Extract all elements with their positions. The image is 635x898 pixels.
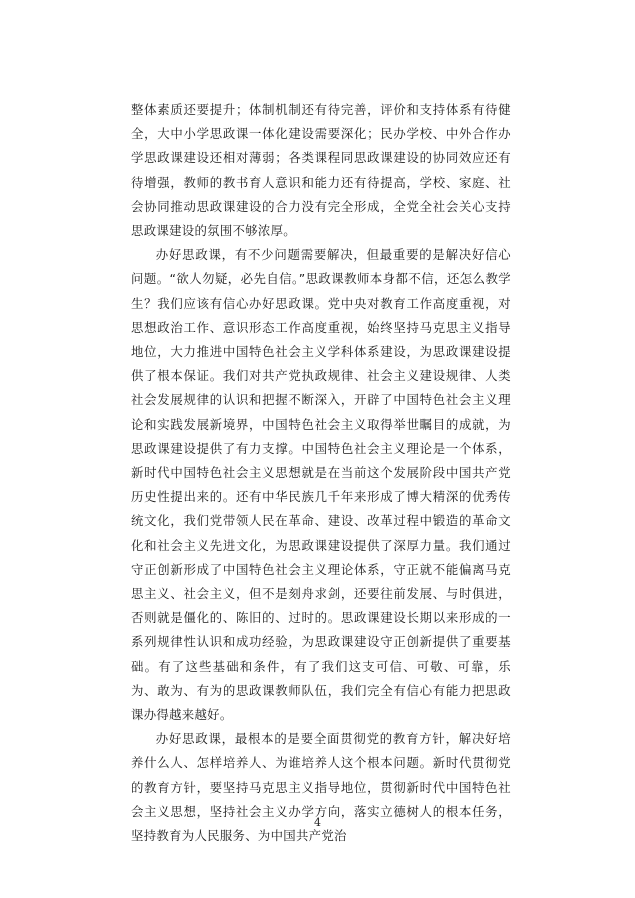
paragraph-3: 办好思政课，最根本的是要全面贯彻党的教育方针，解决好培养什么人、怎样培养人、为谁培养人这个根本问题。新时代贯彻党的教育方针，要坚持马克思主义指导地位，贯彻新时代中国特色社会主义思想，坚持社会主义办学方向，落实立德树人的根本任务，坚持教育为人民服务、为中国共产党治 [131, 731, 511, 844]
paragraph-1: 整体素质还要提升；体制机制还有待完善，评价和支持体系有待健全，大中小学思政课一体化建设需要深化；民办学校、中外合作办学思政课建设还相对薄弱；各类课程同思政课建设的协同效应还有待增强，教师的教书育人意识和能力还有待提高，学校、家庭、社会协同推动思政课建设的合力没有完全形成，全党全社会关心支持思政课建设的氛围不够浓厚。 [131, 102, 511, 239]
page-number: 4 [314, 816, 321, 829]
body-text [131, 98, 511, 848]
paragraph-2: 办好思政课，有不少问题需要解决，但最重要的是解决好信心问题。“欲人勿疑，必先自信。”思政课教师本身都不信，还怎么教学生？我们应该有信心办好思政课。党中央对教育工作高度重视，对思想政治工作、意识形态工作高度重视，始终坚持马克思主义指导地位，大力推进中国特色社会主义学科体系建设，为思政课建设提供了根本保证。我们对共产党执政规律、社会主义建设规律、人类社会发展规律的认识和把握不断深入，开辟了中国特色社会主义理论和实践发展新境界，中国特色社会主义取得举世瞩目的成就，为思政课建设提供了有力支撑。中国特色社会主义理论是一个体系，新时代中国特色社会主义思想就是在当前这个发展阶段中国共产党历史性提出来的。还有中华民族几千年来形成了博大精深的优秀传统文化，我们党带领人民在革命、建设、改革过程中锻造的革命文化和社会主义先进文化，为思政课建设提供了深厚力量。我们通过守正创新形成了中国特色社会主义理论体系，守正就不能偏离马克思主义、社会主义，但不是刻舟求剑，还要往前发展、与时俱进，否则就是僵化的、陈旧的、过时的。思政课建设长期以来形成的一系列规律性认识和成功经验，为思政课建设守正创新提供了重要基础。有了这些基础和条件，有了我们这支可信、可敬、可靠，乐为、敢为、有为的思政课教师队伍，我们完全有信心有能力把思政课办得越来越好。 [131, 247, 511, 723]
